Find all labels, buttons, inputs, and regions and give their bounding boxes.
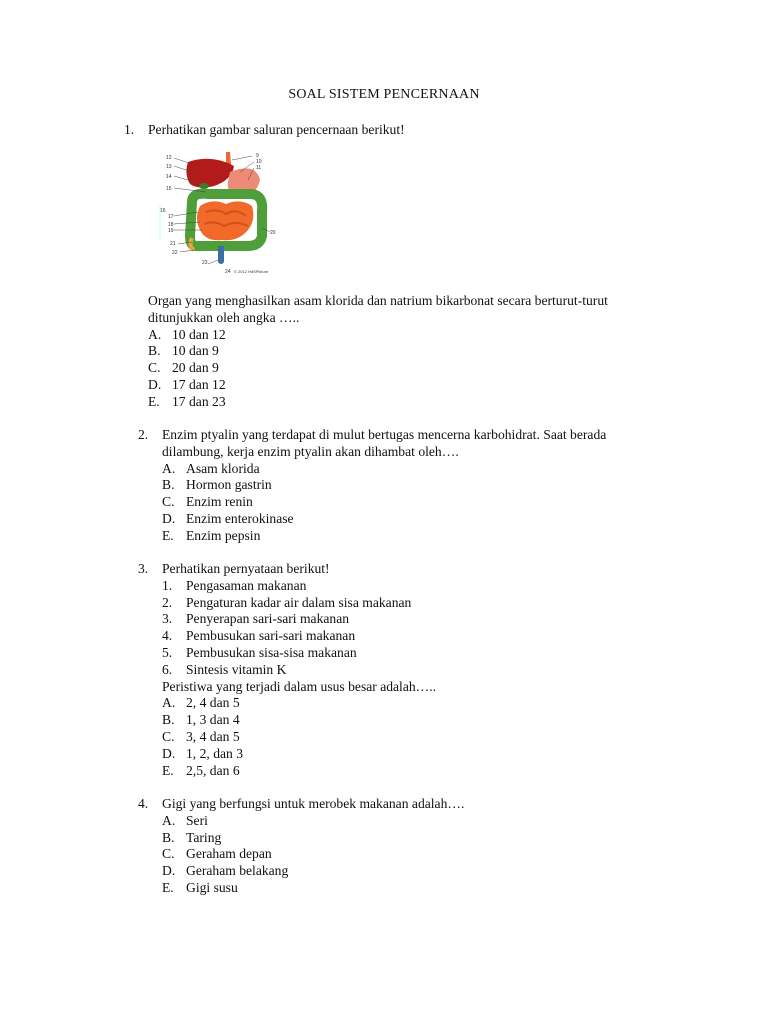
option-e[interactable]: E. 2,5, dan 6 xyxy=(162,762,240,778)
question-text-line: 2. Enzim ptyalin yang terdapat di mulut bertugas mencerna karbohidrat. Saat berada xyxy=(138,427,607,442)
question-1 xyxy=(124,122,405,139)
svg-text:15: 15 xyxy=(166,186,172,192)
question-text-line: ditunjukkan oleh angka ….. xyxy=(148,309,300,325)
svg-text:20: 20 xyxy=(270,230,276,236)
option-a[interactable]: A. 10 dan 12 xyxy=(148,326,226,342)
svg-text:23: 23 xyxy=(202,260,208,266)
question-text-line: 4. Gigi yang berfungsi untuk merobek makanan adalah…. xyxy=(138,796,465,811)
question-stem: Perhatikan gambar saluran pencernaan berikut! xyxy=(148,122,405,137)
option-e[interactable]: E. Gigi susu xyxy=(162,879,238,895)
option-c[interactable]: C. 20 dan 9 xyxy=(148,360,219,376)
option-c[interactable]: C. Geraham depan xyxy=(162,846,272,862)
question-4 xyxy=(138,796,464,897)
question-3 xyxy=(138,561,436,779)
svg-text:14: 14 xyxy=(166,174,172,180)
svg-text:9: 9 xyxy=(256,153,259,159)
option-d[interactable]: D. 1, 2, dan 3 xyxy=(162,745,244,761)
svg-text:19: 19 xyxy=(168,228,174,234)
question-text-line: Organ yang menghasilkan asam klorida dan natrium bikarbonat secara berturut-turut xyxy=(148,293,608,308)
svg-text:12: 12 xyxy=(166,155,172,161)
question-prompt: Peristiwa yang terjadi dalam usus besar adalah….. xyxy=(162,678,437,694)
option-b[interactable]: B. 10 dan 9 xyxy=(148,343,219,359)
statement-item: 4. Pembusukan sari-sari makanan xyxy=(162,628,356,644)
option-e[interactable]: E. 17 dan 23 xyxy=(148,393,226,409)
svg-text:16: 16 xyxy=(160,208,166,214)
svg-text:22: 22 xyxy=(172,250,178,256)
statement-item: 6. Sintesis vitamin K xyxy=(162,661,287,677)
question-number: 2. xyxy=(138,427,149,442)
option-a[interactable]: A. Asam klorida xyxy=(162,460,260,476)
option-b[interactable]: B. Taring xyxy=(162,829,222,845)
option-b[interactable]: B. 1, 3 dan 4 xyxy=(162,712,240,728)
statement-item: 1. Pengasaman makanan xyxy=(162,577,307,593)
question-number: 1. xyxy=(124,122,135,137)
question-number: 4. xyxy=(138,796,149,811)
statement-item: 2. Pengaturan kadar air dalam sisa makanan xyxy=(162,594,412,610)
option-b[interactable]: B. Hormon gastrin xyxy=(162,477,272,493)
options-list xyxy=(138,813,464,897)
question-text-line: dilambung, kerja enzim ptyalin akan dihambat oleh…. xyxy=(162,443,459,459)
option-a[interactable]: A. Seri xyxy=(162,812,208,828)
statement-item: 3. Penyerapan sari-sari makanan xyxy=(162,611,350,627)
svg-text:21: 21 xyxy=(170,241,176,247)
svg-text:17: 17 xyxy=(168,214,174,220)
svg-text:11: 11 xyxy=(256,165,262,171)
document-title: SOAL SISTEM PENCERNAAN xyxy=(288,87,480,102)
options-list xyxy=(138,461,606,545)
svg-text:18: 18 xyxy=(168,222,174,228)
question-text-line: 3. Perhatikan pernyataan berikut! xyxy=(138,561,330,576)
option-a[interactable]: A. 2, 4 dan 5 xyxy=(162,695,240,711)
option-c[interactable]: C. Enzim renin xyxy=(162,494,253,510)
option-d[interactable]: D. Enzim enterokinase xyxy=(162,510,294,526)
option-d[interactable]: D. 17 dan 12 xyxy=(148,376,226,392)
digestive-system-diagram xyxy=(152,146,286,280)
option-e[interactable]: E. Enzim pepsin xyxy=(162,527,261,543)
statement-item: 5. Pembusukan sisa-sisa makanan xyxy=(162,644,357,660)
svg-text:10: 10 xyxy=(256,159,262,165)
option-c[interactable]: C. 3, 4 dan 5 xyxy=(162,728,240,744)
digestive-system-illustration xyxy=(152,146,286,280)
svg-text:24: 24 xyxy=(225,269,231,275)
svg-text:13: 13 xyxy=(166,164,172,170)
question-1-stem-line xyxy=(124,122,405,139)
option-d[interactable]: D. Geraham belakang xyxy=(162,863,289,879)
question-number: 3. xyxy=(138,561,149,576)
question-2 xyxy=(138,427,606,545)
question-1-body xyxy=(148,293,608,411)
statements-list xyxy=(138,578,436,780)
svg-text:© 2012 HdSPicture: © 2012 HdSPicture xyxy=(234,269,269,274)
